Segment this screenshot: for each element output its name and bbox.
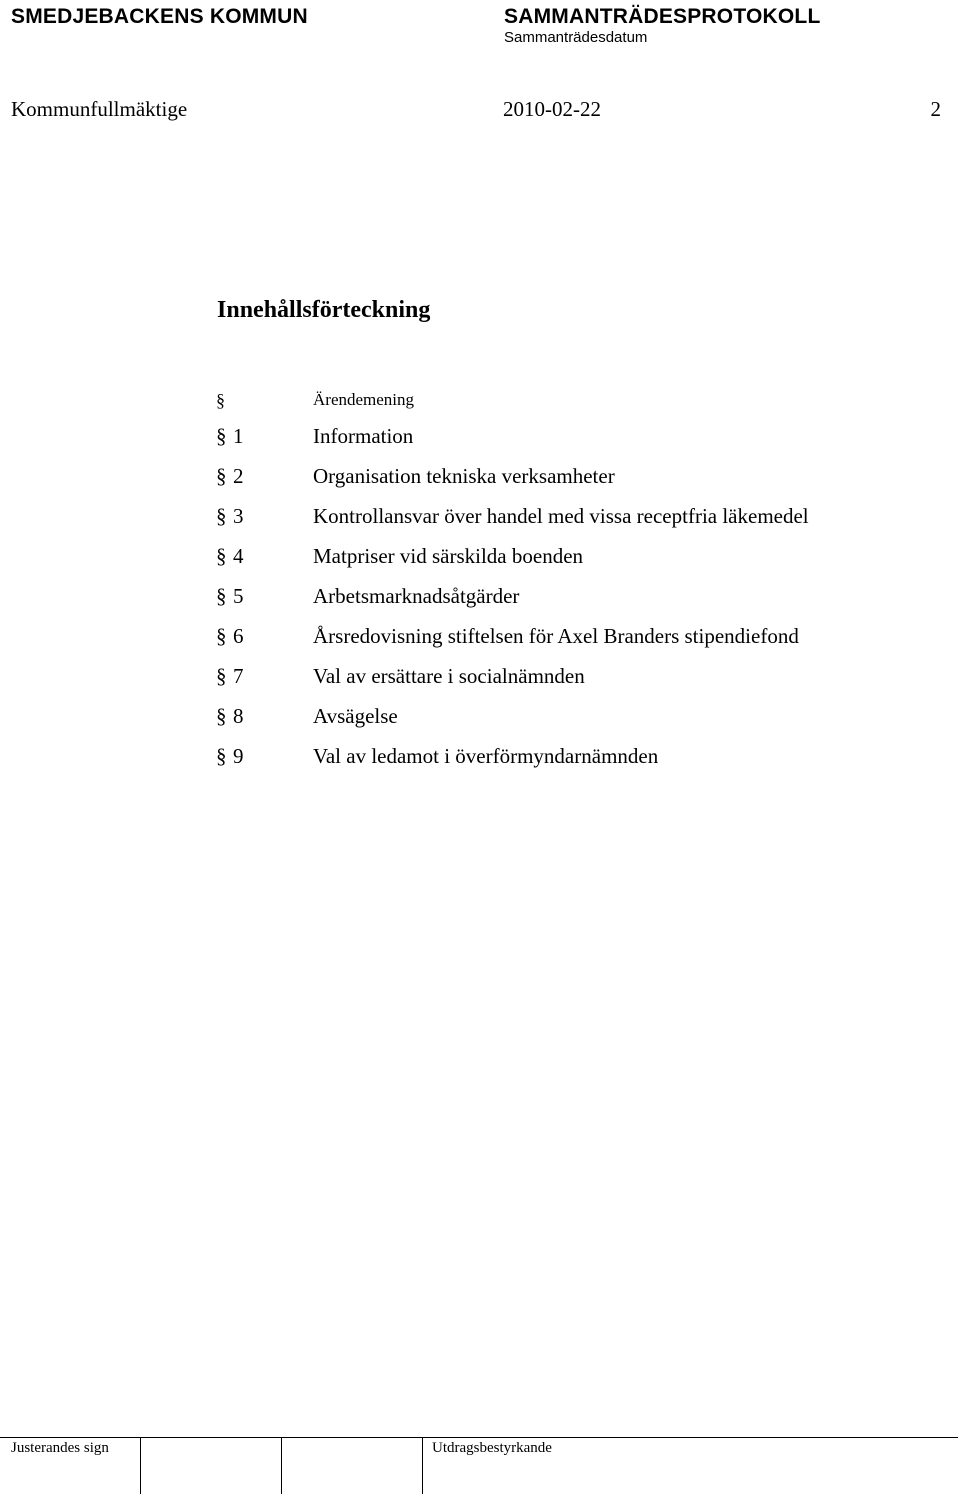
meeting-date: 2010-02-22 xyxy=(503,97,601,121)
section-symbol: § xyxy=(216,424,227,448)
item-number: 2 xyxy=(233,464,244,488)
item-title: Information xyxy=(313,424,414,448)
item-number: 9 xyxy=(233,744,244,768)
column-header-label: Ärendemening xyxy=(313,390,415,409)
toc-item-6 xyxy=(0,624,960,660)
item-number: 1 xyxy=(233,424,244,448)
footer-cell-divider xyxy=(422,1438,423,1494)
item-number: 5 xyxy=(233,584,244,608)
footer-cell-divider xyxy=(140,1438,141,1494)
item-title: Årsredovisning stiftelsen för Axel Branders stipendiefond xyxy=(313,624,799,648)
footer-divider xyxy=(0,1437,958,1438)
toc-item-5 xyxy=(0,584,960,620)
item-number: 4 xyxy=(233,544,244,568)
section-symbol: § xyxy=(216,744,227,768)
municipality-name: SMEDJEBACKENS KOMMUN xyxy=(11,5,308,28)
toc-item-9 xyxy=(0,744,960,780)
section-symbol: § xyxy=(216,704,227,728)
toc-item-1 xyxy=(0,424,960,460)
item-title: Kontrollansvar över handel med vissa receptfria läkemedel xyxy=(313,504,809,528)
toc-item-2 xyxy=(0,464,960,500)
section-symbol: § xyxy=(216,584,227,608)
item-title: Val av ledamot i överförmyndarnämnden xyxy=(313,744,659,768)
item-number: 7 xyxy=(233,664,244,688)
footer-cell-divider xyxy=(281,1438,282,1494)
item-title: Val av ersättare i socialnämnden xyxy=(313,664,585,688)
extract-certification-label: Utdragsbestyrkande xyxy=(432,1440,552,1456)
toc-item-3 xyxy=(0,504,960,540)
item-number: 3 xyxy=(233,504,244,528)
section-symbol: § xyxy=(216,544,227,568)
toc-item-4 xyxy=(0,544,960,580)
toc-title: Innehållsförteckning xyxy=(217,297,431,323)
section-symbol: § xyxy=(216,664,227,688)
item-title: Avsägelse xyxy=(313,704,398,728)
toc-item-7 xyxy=(0,664,960,700)
item-number: 8 xyxy=(233,704,244,728)
signature-label: Justerandes sign xyxy=(11,1440,109,1456)
governing-body: Kommunfullmäktige xyxy=(11,97,188,121)
section-symbol: § xyxy=(216,624,227,648)
document-type: SAMMANTRÄDESPROTOKOLL xyxy=(504,5,821,28)
section-symbol: § xyxy=(216,390,225,410)
item-title: Organisation tekniska verksamheter xyxy=(313,464,615,488)
item-title: Arbetsmarknadsåtgärder xyxy=(313,584,520,608)
page-number: 2 xyxy=(930,97,941,121)
toc-column-header xyxy=(0,389,960,425)
item-title: Matpriser vid särskilda boenden xyxy=(313,544,584,568)
toc-item-8 xyxy=(0,704,960,740)
meeting-date-label: Sammanträdesdatum xyxy=(504,29,648,46)
item-number: 6 xyxy=(233,624,244,648)
section-symbol: § xyxy=(216,504,227,528)
section-symbol: § xyxy=(216,464,227,488)
